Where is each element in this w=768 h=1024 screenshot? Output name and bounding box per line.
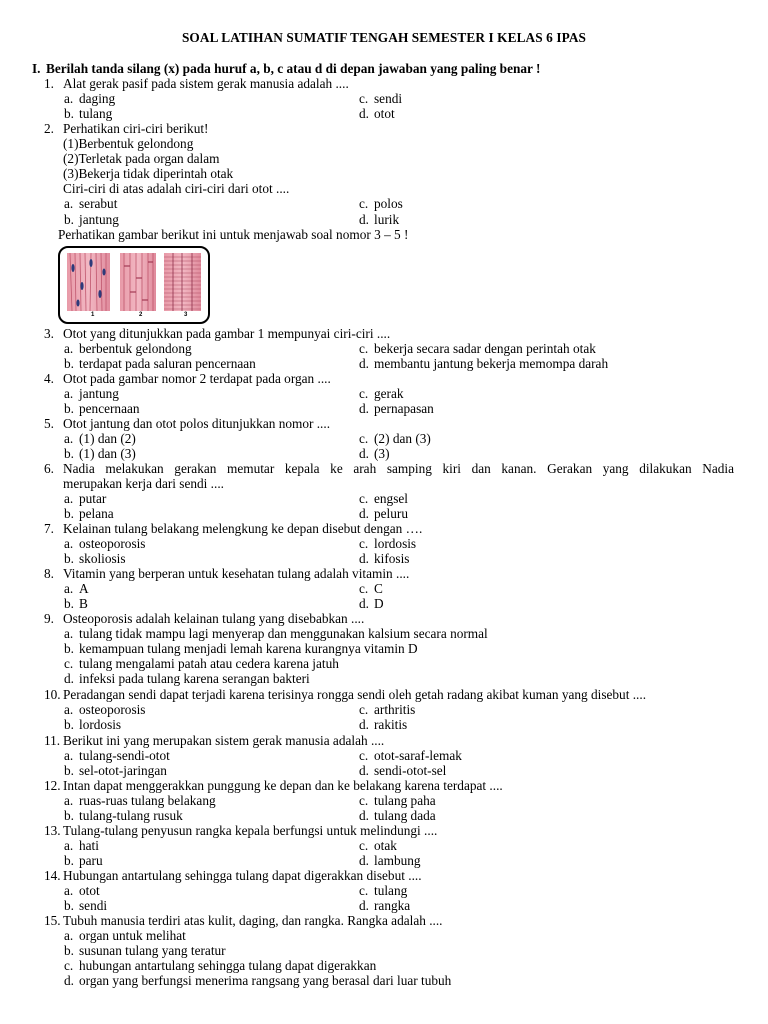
option-text: otot-saraf-lemak [374,748,462,764]
answer-option-a[interactable] [64,748,359,763]
figure-label-2: 2 [139,312,143,318]
option-text: otot [374,106,395,122]
answer-option-d[interactable] [64,671,734,686]
option-text: susunan tulang yang teratur [79,943,226,959]
option-letter: d. [359,356,369,372]
instruction [32,61,540,76]
option-text: C [374,581,383,597]
answer-option-d[interactable] [64,973,734,988]
answer-option-b[interactable] [64,551,359,566]
answer-option-a[interactable] [64,838,359,853]
option-letter: b. [64,106,74,122]
answer-option-b[interactable] [64,641,734,656]
question-15 [44,913,734,988]
option-text: engsel [374,491,408,507]
answer-options [64,748,734,778]
option-letter: a. [64,748,74,764]
option-text: lambung [374,853,421,869]
option-letter: a. [64,536,74,552]
smooth-muscle-panel [67,253,110,311]
answer-option-c[interactable] [359,581,719,596]
question-number: 4. [44,371,54,386]
question-number: 2. [44,121,54,136]
answer-options [64,431,734,461]
question-7 [44,521,734,566]
option-letter: c. [359,883,369,899]
option-text: putar [79,491,107,507]
option-text: bekerja secara sadar dengan perintah otak [374,341,596,357]
question-8 [44,566,734,611]
answer-option-d[interactable] [359,106,719,121]
option-text: membantu jantung bekerja memompa darah [374,356,609,372]
question-number: 11. [44,733,61,748]
answer-option-b[interactable] [64,808,359,823]
option-text: berbentuk gelondong [79,341,192,357]
option-text: sel-otot-jaringan [79,763,167,779]
answer-option-a[interactable] [64,793,359,808]
option-text: B [79,596,88,612]
option-text: rakitis [374,717,408,733]
figure-label-3: 3 [184,312,188,318]
answer-option-c[interactable] [359,491,719,506]
option-letter: a. [64,928,74,944]
option-letter: d. [359,898,369,914]
option-letter: a. [64,626,74,642]
question-text: Tubuh manusia terdiri atas kulit, daging, dan rangka. Rangka adalah .... [63,913,443,928]
option-letter: d. [359,808,369,824]
question-text: Tulang-tulang penyusun rangka kepala berfungsi untuk melindungi .... [63,823,438,838]
question-detail: (2)Terletak pada organ dalam [63,151,220,167]
answer-option-b[interactable] [64,506,359,521]
option-letter: d. [359,717,369,733]
answer-options [64,883,734,913]
question-number: 6. [44,461,54,476]
option-letter: a. [64,883,74,899]
option-text: osteoporosis [79,536,146,552]
question-text: Nadia melakukan gerakan memutar kepala ke arah samping kiri dan kanan. Gerakan yang dilakukan Nadia [63,461,734,476]
question-number: 7. [44,521,54,536]
answer-option-b[interactable] [64,446,359,461]
option-text: jantung [79,386,119,402]
answer-option-b[interactable] [64,356,359,371]
question-text: Vitamin yang berperan untuk kesehatan tulang adalah vitamin .... [63,566,410,581]
option-letter: d. [359,551,369,567]
answer-option-c[interactable] [359,91,719,106]
answer-option-d[interactable] [359,446,719,461]
answer-option-b[interactable] [64,763,359,778]
option-text: tulang tidak mampu lagi menyerap dan menggunakan kalsium secara normal [79,626,488,642]
option-letter: a. [64,702,74,718]
question-text: Alat gerak pasif pada sistem gerak manusia adalah .... [63,76,349,91]
option-text: hati [79,838,99,854]
option-letter: b. [64,506,74,522]
option-text: sendi [374,91,403,107]
option-letter: d. [359,106,369,122]
question-text: Berikut ini yang merupakan sistem gerak manusia adalah .... [63,733,385,748]
answer-options [64,536,734,566]
question-text: Intan dapat menggerakkan punggung ke depan dan ke belakang karena terdapat .... [63,778,503,793]
option-letter: b. [64,211,74,227]
option-text: polos [374,196,403,212]
question-text: merupakan kerja dari sendi .... [63,476,224,492]
figure-intro: Perhatikan gambar berikut ini untuk menjawab soal nomor 3 – 5 ! [58,227,409,242]
question-number: 10. [44,687,61,702]
option-text: pelana [79,506,114,522]
option-text: sendi-otot-sel [374,763,447,779]
option-letter: d. [359,596,369,612]
option-letter: c. [359,341,369,357]
question-detail: Ciri-ciri di atas adalah ciri-ciri dari otot .... [63,181,290,197]
answer-option-b[interactable] [64,717,359,732]
option-letter: c. [359,838,369,854]
option-letter: c. [359,748,369,764]
option-letter: d. [359,763,369,779]
option-letter: b. [64,401,74,417]
answer-option-a[interactable] [64,581,359,596]
option-letter: c. [359,581,369,597]
answer-option-c[interactable] [64,958,734,973]
question-12 [44,778,734,823]
question-text: Otot jantung dan otot polos ditunjukkan nomor .... [63,416,331,431]
question-number: 15. [44,913,61,928]
question-number: 9. [44,611,54,626]
option-letter: d. [359,401,369,417]
answer-option-d[interactable] [359,808,719,823]
option-text: daging [79,91,116,107]
answer-option-d[interactable] [359,898,719,913]
option-text: skoliosis [79,551,126,567]
cardiac-muscle-panel [120,253,156,311]
option-text: gerak [374,386,404,402]
option-letter: b. [64,356,74,372]
question-number: 1. [44,76,54,91]
answer-options [64,581,734,611]
answer-option-b[interactable] [64,401,359,416]
option-letter: b. [64,446,74,462]
option-text: pencernaan [79,401,140,417]
option-letter: d. [359,853,369,869]
option-letter: d. [359,506,369,522]
question-3 [44,326,734,371]
option-letter: b. [64,763,74,779]
question-5 [44,416,734,461]
option-text: kemampuan tulang menjadi lemah karena kurangnya vitamin D [79,641,418,657]
option-letter: b. [64,551,74,567]
option-letter: b. [64,641,74,657]
answer-option-b[interactable] [64,212,359,227]
option-letter: a. [64,491,74,507]
option-text: infeksi pada tulang karena serangan bakteri [79,671,310,687]
option-letter: b. [64,717,74,733]
question-text: Kelainan tulang belakang melengkung ke depan disebut dengan …. [63,521,423,536]
answer-option-a[interactable] [64,431,359,446]
option-text: tulang-sendi-otot [79,748,170,764]
option-text: kifosis [374,551,410,567]
figure-label-1: 1 [91,312,95,318]
answer-option-c[interactable] [359,883,719,898]
question-11 [44,733,734,778]
option-text: jantung [79,211,119,227]
answer-option-d[interactable] [359,763,719,778]
muscle-figure [58,246,210,324]
answer-option-c[interactable] [359,536,719,551]
option-text: (1) dan (2) [79,431,136,447]
answer-option-a[interactable] [64,626,734,641]
option-letter: a. [64,793,74,809]
answer-option-d[interactable] [359,853,719,868]
question-text: Perhatikan ciri-ciri berikut! [63,121,209,136]
answer-option-d[interactable] [359,506,719,521]
answer-option-c[interactable] [359,748,719,763]
question-text: Osteoporosis adalah kelainan tulang yang disebabkan .... [63,611,365,626]
answer-option-c[interactable] [359,196,719,211]
option-letter: a. [64,838,74,854]
section-number: I. [32,61,41,76]
option-letter: d. [359,446,369,462]
option-letter: a. [64,341,74,357]
question-14 [44,868,734,913]
question-number: 5. [44,416,54,431]
option-text: hubungan antartulang sehingga tulang dapat digerakkan [79,958,377,974]
question-1 [44,76,734,121]
option-letter: b. [64,808,74,824]
question-4 [44,371,734,416]
instruction-text: Berilah tanda silang (x) pada huruf a, b, c atau d di depan jawaban yang paling benar ! [46,61,541,76]
question-detail: (3)Bekerja tidak diperintah otak [63,166,234,182]
answer-option-d[interactable] [359,551,719,566]
skeletal-muscle-panel [164,253,201,311]
answer-option-a[interactable] [64,702,359,717]
option-letter: c. [359,431,369,447]
answer-option-a[interactable] [64,91,359,106]
option-text: lurik [374,211,400,227]
answer-option-a[interactable] [64,196,359,211]
option-text: otot [79,883,100,899]
option-letter: a. [64,581,74,597]
question-number: 3. [44,326,54,341]
answer-option-d[interactable] [359,401,719,416]
option-text: ruas-ruas tulang belakang [79,793,216,809]
option-letter: c. [64,656,74,672]
option-text: arthritis [374,702,416,718]
option-letter: b. [64,898,74,914]
option-text: otak [374,838,397,854]
answer-option-c[interactable] [64,656,734,671]
answer-option-b[interactable] [64,943,734,958]
question-6 [44,461,734,521]
option-letter: a. [64,91,74,107]
option-text: terdapat pada saluran pencernaan [79,356,256,372]
answer-options [64,626,734,686]
answer-options [64,838,734,868]
answer-option-d[interactable] [359,212,719,227]
answer-options [64,702,734,732]
answer-option-c[interactable] [359,341,719,356]
option-letter: a. [64,196,74,212]
option-text: D [374,596,384,612]
option-letter: b. [64,853,74,869]
option-letter: a. [64,386,74,402]
option-text: tulang [374,883,408,899]
answer-option-c[interactable] [359,793,719,808]
option-letter: d. [359,211,369,227]
question-10 [44,687,734,732]
option-text: rangka [374,898,411,914]
option-text: organ untuk melihat [79,928,186,944]
option-letter: c. [359,793,369,809]
option-text: lordosis [374,536,417,552]
question-9 [44,611,734,686]
answer-options [64,386,734,416]
option-letter: c. [64,958,74,974]
answer-option-a[interactable] [64,883,359,898]
answer-option-c[interactable] [359,702,719,717]
answer-options [64,196,734,226]
answer-option-a[interactable] [64,386,359,401]
option-text: serabut [79,196,118,212]
option-text: sendi [79,898,108,914]
question-number: 12. [44,778,61,793]
option-letter: c. [359,196,369,212]
answer-option-a[interactable] [64,928,734,943]
question-text: Hubungan antartulang sehingga tulang dapat digerakkan disebut .... [63,868,422,883]
option-letter: b. [64,943,74,959]
answer-option-b[interactable] [64,898,359,913]
answer-option-d[interactable] [359,596,719,611]
answer-option-c[interactable] [359,431,719,446]
answer-options [64,341,734,371]
option-letter: c. [359,702,369,718]
option-letter: d. [64,973,74,989]
option-text: tulang [79,106,113,122]
option-text: A [79,581,89,597]
option-text: tulang mengalami patah atau cedera karena jatuh [79,656,339,672]
option-letter: c. [359,491,369,507]
option-text: organ yang berfungsi menerima rangsang yang berasal dari luar tubuh [79,973,452,989]
option-text: lordosis [79,717,122,733]
answer-options [64,793,734,823]
question-number: 14. [44,868,61,883]
answer-option-c[interactable] [359,838,719,853]
answer-option-b[interactable] [64,596,359,611]
option-text: osteoporosis [79,702,146,718]
option-text: tulang-tulang rusuk [79,808,183,824]
question-number: 13. [44,823,61,838]
question-13 [44,823,734,868]
question-text: Peradangan sendi dapat terjadi karena terisinya rongga sendi oleh getah radang akibat kuman yang disebut .... [63,687,647,702]
option-letter: c. [359,91,369,107]
option-text: peluru [374,506,408,522]
option-letter: a. [64,431,74,447]
option-text: pernapasan [374,401,434,417]
answer-options [64,91,734,121]
question-2 [44,121,734,227]
answer-option-b[interactable] [64,106,359,121]
answer-option-a[interactable] [64,491,359,506]
question-number: 8. [44,566,54,581]
answer-option-a[interactable] [64,536,359,551]
answer-option-d[interactable] [359,717,719,732]
question-text: Otot pada gambar nomor 2 terdapat pada organ .... [63,371,331,386]
question-detail: (1)Berbentuk gelondong [63,136,194,152]
answer-option-d[interactable] [359,356,719,371]
page-title: SOAL LATIHAN SUMATIF TENGAH SEMESTER I KELAS 6 IPAS [181,30,587,45]
option-letter: d. [64,671,74,687]
answer-options [64,928,734,988]
answer-option-a[interactable] [64,341,359,356]
option-text: tulang dada [374,808,436,824]
answer-options [64,491,734,521]
option-letter: b. [64,596,74,612]
question-text: Otot yang ditunjukkan pada gambar 1 mempunyai ciri-ciri .... [63,326,391,341]
option-text: (2) dan (3) [374,431,431,447]
option-text: (1) dan (3) [79,446,136,462]
option-text: tulang paha [374,793,436,809]
option-text: (3) [374,446,390,462]
answer-option-c[interactable] [359,386,719,401]
option-letter: c. [359,536,369,552]
answer-option-b[interactable] [64,853,359,868]
option-letter: c. [359,386,369,402]
option-text: paru [79,853,103,869]
